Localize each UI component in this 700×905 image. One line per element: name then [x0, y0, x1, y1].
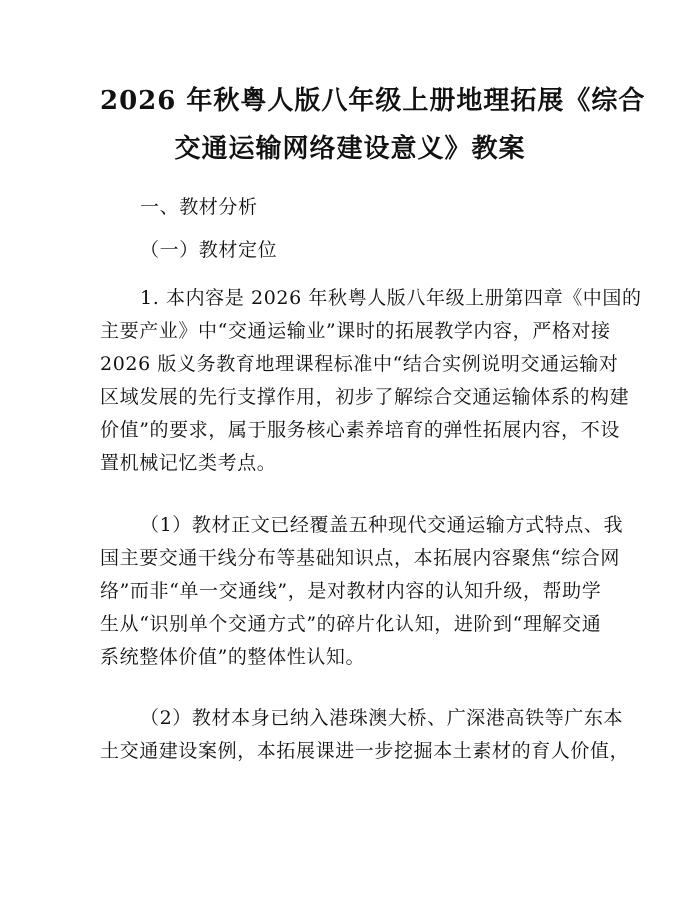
document-title-line-1: 2026 年秋粤人版八年级上册地理拓展《综合 — [100, 86, 646, 116]
paragraph-line: 土交通建设案例，本拓展课进一步挖掘本土素材的育人价值， — [100, 740, 630, 762]
document-title-line-2: 交通运输网络建设意义》教案 — [174, 134, 526, 164]
paragraph-line: 价值”的要求，属于服务核心素养培育的弹性拓展内容，不设 — [100, 419, 620, 441]
paragraph-line: （1）教材正文已经覆盖五种现代交通运输方式特点、我 — [140, 514, 624, 536]
paragraph-line: 络”而非“单一交通线”，是对教材内容的认知升级，帮助学 — [100, 580, 602, 602]
paragraph-line: 国主要交通干线分布等基础知识点，本拓展内容聚焦“综合网 — [100, 547, 620, 569]
paragraph-line: 区域发展的先行支撑作用，初步了解综合交通运输体系的构建 — [100, 386, 630, 408]
paragraph-line: 主要产业》中“交通运输业”课时的拓展教学内容，严格对接 — [100, 320, 611, 342]
section-heading: 一、教材分析 — [140, 196, 258, 218]
paragraph-line: （2）教材本身已纳入港珠澳大桥、广深港高铁等广东本 — [140, 707, 624, 729]
paragraph-line: 生从“识别单个交通方式”的碎片化认知，进阶到“理解交通 — [100, 613, 602, 635]
paragraph-line: 系统整体价值”的整体性认知。 — [100, 646, 366, 668]
paragraph-line: 1. 本内容是 2026 年秋粤人版八年级上册第四章《中国的 — [140, 287, 642, 309]
paragraph-line: 置机械记忆类考点。 — [100, 452, 277, 474]
subsection-heading: （一）教材定位 — [140, 239, 278, 261]
paragraph-line: 2026 版义务教育地理课程标准中“结合实例说明交通运输对 — [100, 353, 619, 375]
